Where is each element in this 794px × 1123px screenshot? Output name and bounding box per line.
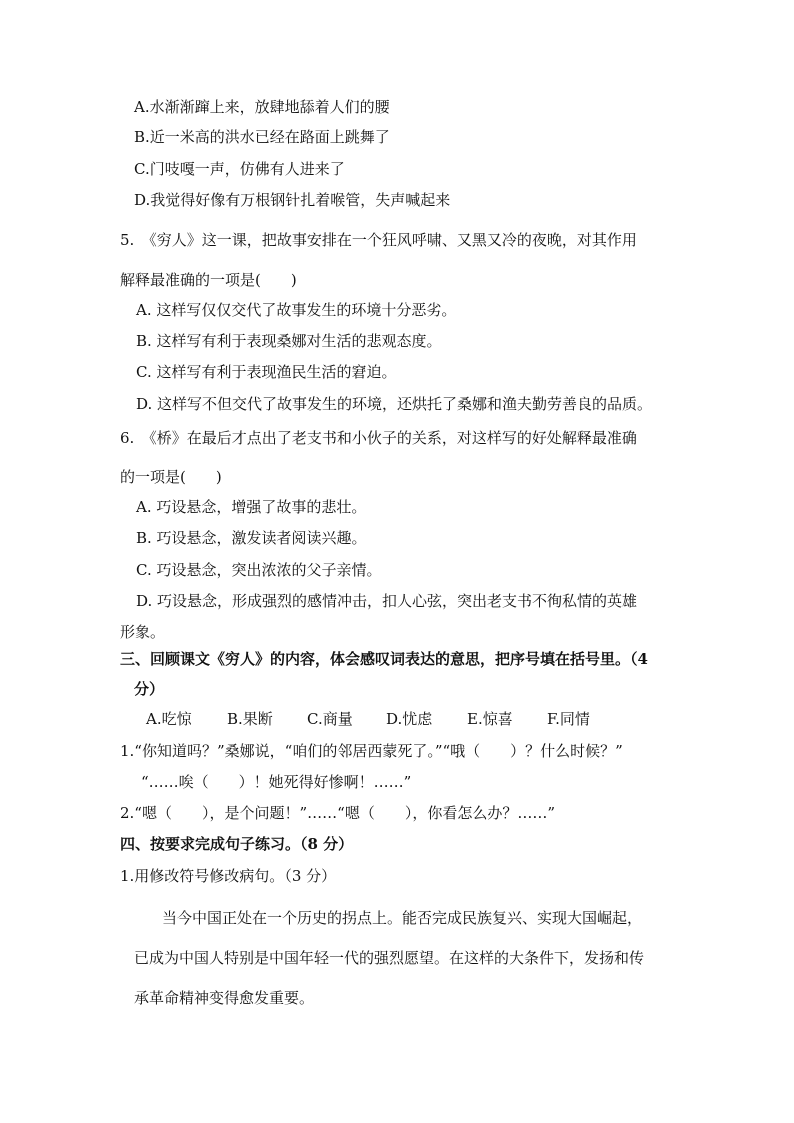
q5-stem-line2: 解释最准确的一项是( ) [120,271,297,289]
section3-item1-line1: 1.“你知道吗？”桑娜说，“咱们的邻居西蒙死了。”“哦（ ）？什么时候？” [120,742,623,760]
q6-stem-line1: 6. 《桥》在最后才点出了老支书和小伙子的关系，对这样写的好处解释最准确 [120,429,637,447]
section4-paragraph-line1: 当今中国正处在一个历史的拐点上。能否完成民族复兴、实现大国崛起， [162,909,643,927]
section4-sub1: 1.用修改符号修改病句。（3 分） [120,867,337,885]
q4-option-b: B.近一米高的洪水已经在路面上跳舞了 [134,128,390,146]
section3-choice-e: E.惊喜 [467,710,513,728]
section4-paragraph-line3: 承革命精神变得愈发重要。 [134,989,315,1007]
q6-option-b: B. 巧设悬念，激发读者阅读兴趣。 [136,529,367,547]
q6-option-d-line2: 形象。 [120,623,166,641]
section3-item2: 2.“嗯（ ），是个问题！”……“嗯（ ），你看怎么办？……” [120,804,555,822]
section3-choice-f: F.同情 [547,710,590,728]
q4-option-d: D.我觉得好像有万根钢针扎着喉管，失声喊起来 [134,191,451,209]
section3-item1-line2: “……唉（ ）！她死得好惨啊！……” [141,773,412,791]
q6-stem-line2: 的一项是( ) [120,468,222,486]
q6-option-d-line1: D. 巧设悬念，形成强烈的感情冲击，扣人心弦，突出老支书不徇私情的英雄 [136,592,638,610]
q5-option-b: B. 这样写有利于表现桑娜对生活的悲观态度。 [136,332,442,350]
q5-option-c: C. 这样写有利于表现渔民生活的窘迫。 [136,363,397,381]
q5-option-d: D. 这样写不但交代了故事发生的环境，还烘托了桑娜和渔夫勤劳善良的品质。 [136,395,653,413]
section3-choice-a: A.吃惊 [146,710,192,728]
q4-option-c: C.门吱嘎一声，仿佛有人进来了 [134,160,345,178]
section3-heading-line1: 三、回顾课文《穷人》的内容，体会感叹词表达的意思，把序号填在括号里。（4 [120,650,648,668]
section3-choice-c: C.商量 [307,710,353,728]
q4-option-a: A.水渐渐蹿上来，放肆地舔着人们的腰 [134,98,390,116]
section3-choice-d: D.忧虑 [386,710,433,728]
section3-choice-b: B.果断 [227,710,273,728]
section4-paragraph-line2: 已成为中国人特别是中国年轻一代的强烈愿望。在这样的大条件下，发扬和传 [134,949,645,967]
section3-heading-line2: 分） [134,680,165,698]
q6-option-a: A. 巧设悬念，增强了故事的悲壮。 [136,498,367,516]
q5-option-a: A. 这样写仅仅交代了故事发生的环境十分恶劣。 [136,301,457,319]
q6-option-c: C. 巧设悬念，突出浓浓的父子亲情。 [136,561,382,579]
section4-heading: 四、按要求完成句子练习。（8 分） [120,835,354,853]
q5-stem-line1: 5. 《穷人》这一课，把故事安排在一个狂风呼啸、又黑又冷的夜晚，对其作用 [120,231,637,249]
